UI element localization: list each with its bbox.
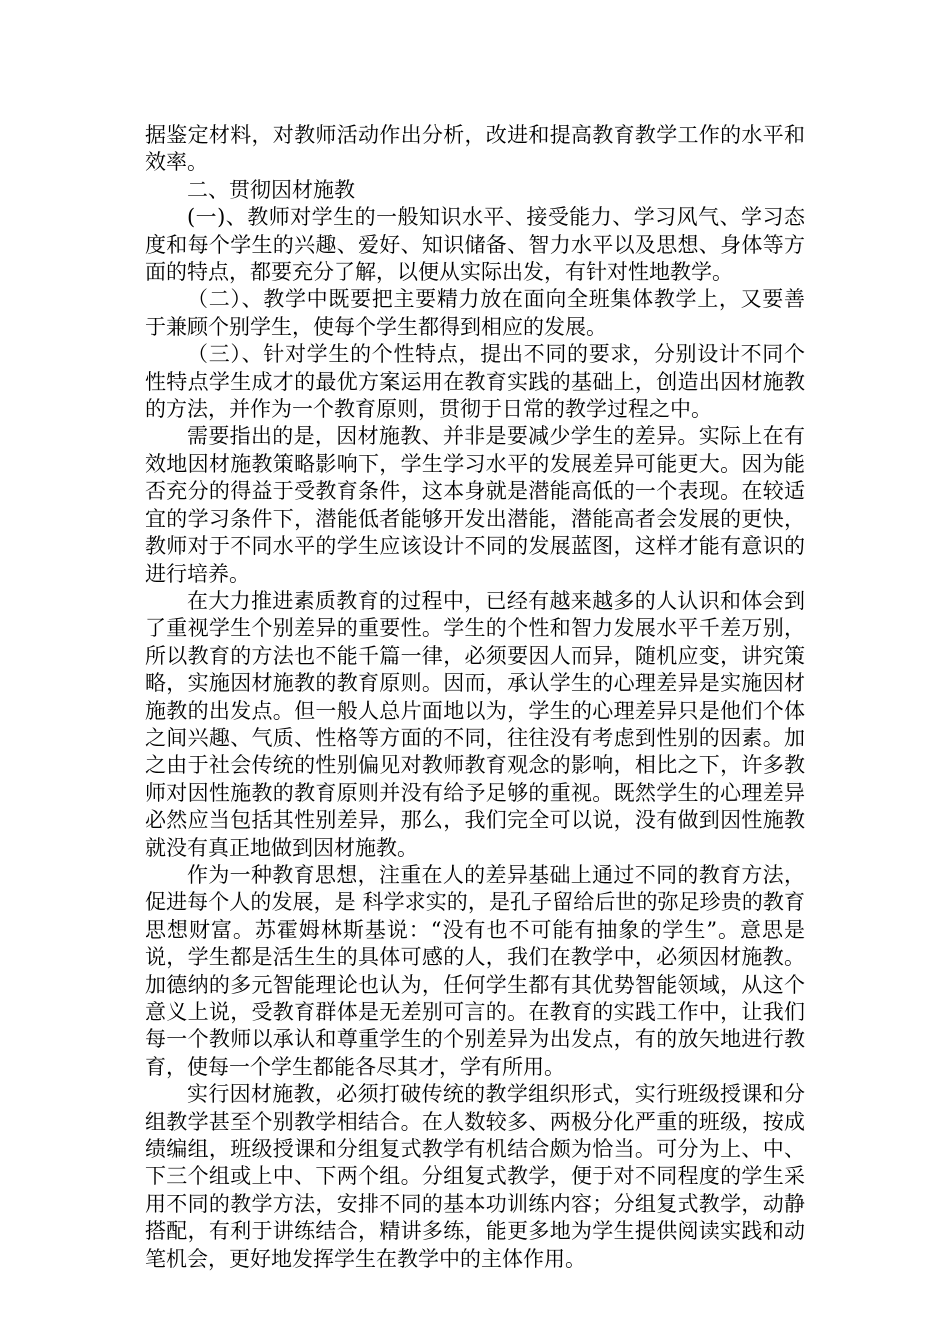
paragraph: 作为一种教育思想，注重在人的差异基础上通过不同的教育方法，促进每个人的发展，是 科学求实的，是孔子留给后世的弥足珍贵的教育思想财富。苏霍姆林斯基说：“没有也不可能有抽象的学生”。意思是说，学生都是活生生的具体可感的人，我们在教学中，必须因材施教。加德纳的多元智能理论也认为，任何学生都有其优势智能领域，从这个意义上说，受教育群体是无差别可言的。在教育的实践工作中，让我们每一个教师以承认和尊重学生的个别差异为出发点，有的放矢地进行教育，使每一个学生都能各尽其才，学有所用。 (145, 862, 805, 1079)
paragraph: 需要指出的是，因材施教、并非是要减少学生的差异。实际上在有效地因材施教策略影响下，学生学习水平的发展差异可能更大。因为能否充分的得益于受教育条件，这本身就是潜能高低的一个表现。在较适宜的学习条件下，潜能低者能够开发出潜能，潜能高者会发展的更快，教师对于不同水平的学生应该设计不同的发展蓝图，这样才能有意识的进行培养。 (145, 424, 805, 586)
section-heading: 二、贯彻因材施教 (187, 177, 355, 202)
paragraph-item-2: （二）、教学中既要把主要精力放在面向全班集体教学上，又要善于兼顾个别学生，使每个学生都得到相应的发展。 (145, 287, 805, 339)
paragraph: 在大力推进素质教育的过程中，已经有越来越多的人认识和体会到了重视学生个别差异的重要性。学生的个性和智力发展水平千差万别，所以教育的方法也不能千篇一律，必须要因人而异，随机应变，讲究策略，实施因材施教的教育原则。因而，承认学生的心理差异是实施因材施教的出发点。但一般人总片面地以为，学生的心理差异只是他们个体之间兴趣、气质、性格等方面的不同，往往没有考虑到性别的因素。加之由于社会传统的性别偏见对教师教育观念的影响，相比之下，许多教师对因性施教的教育原则并没有给予足够的重视。既然学生的心理差异必然应当包括其性别差异，那么，我们完全可以说，没有做到因性施教就没有真正地做到因材施教。 (145, 588, 805, 860)
paragraph-item-1: (一)、教师对学生的一般知识水平、接受能力、学习风气、学习态度和每个学生的兴趣、爱好、知识储备、智力水平以及思想、身体等方面的特点，都要充分了解，以便从实际出发，有针对性地教学。 (145, 205, 805, 285)
document-body (145, 122, 805, 1273)
paragraph-item-3: （三）、针对学生的个性特点，提出不同的要求，分别设计不同个性特点学生成才的最优方案运用在教育实践的基础上，创造出因材施教的方法，并作为一个教育原则，贯彻于日常的教学过程之中。 (145, 342, 805, 422)
paragraph-continuation: 据鉴定材料，对教师活动作出分析，改进和提高教育教学工作的水平和效率。 (145, 123, 805, 175)
paragraph: 实行因材施教，必须打破传统的教学组织形式，实行班级授课和分组教学甚至个别教学相结合。在人数较多、两极分化严重的班级，按成绩编组，班级授课和分组复式教学有机结合颇为恰当。可分为上、中、下三个组或上中、下两个组。分组复式教学，便于对不同程度的学生采用不同的教学方法，安排不同的基本功训练内容；分组复式教学，动静搭配，有利于讲练结合，精讲多练，能更多地为学生提供阅读实践和动笔机会，更好地发挥学生在教学中的主体作用。 (145, 1082, 805, 1271)
